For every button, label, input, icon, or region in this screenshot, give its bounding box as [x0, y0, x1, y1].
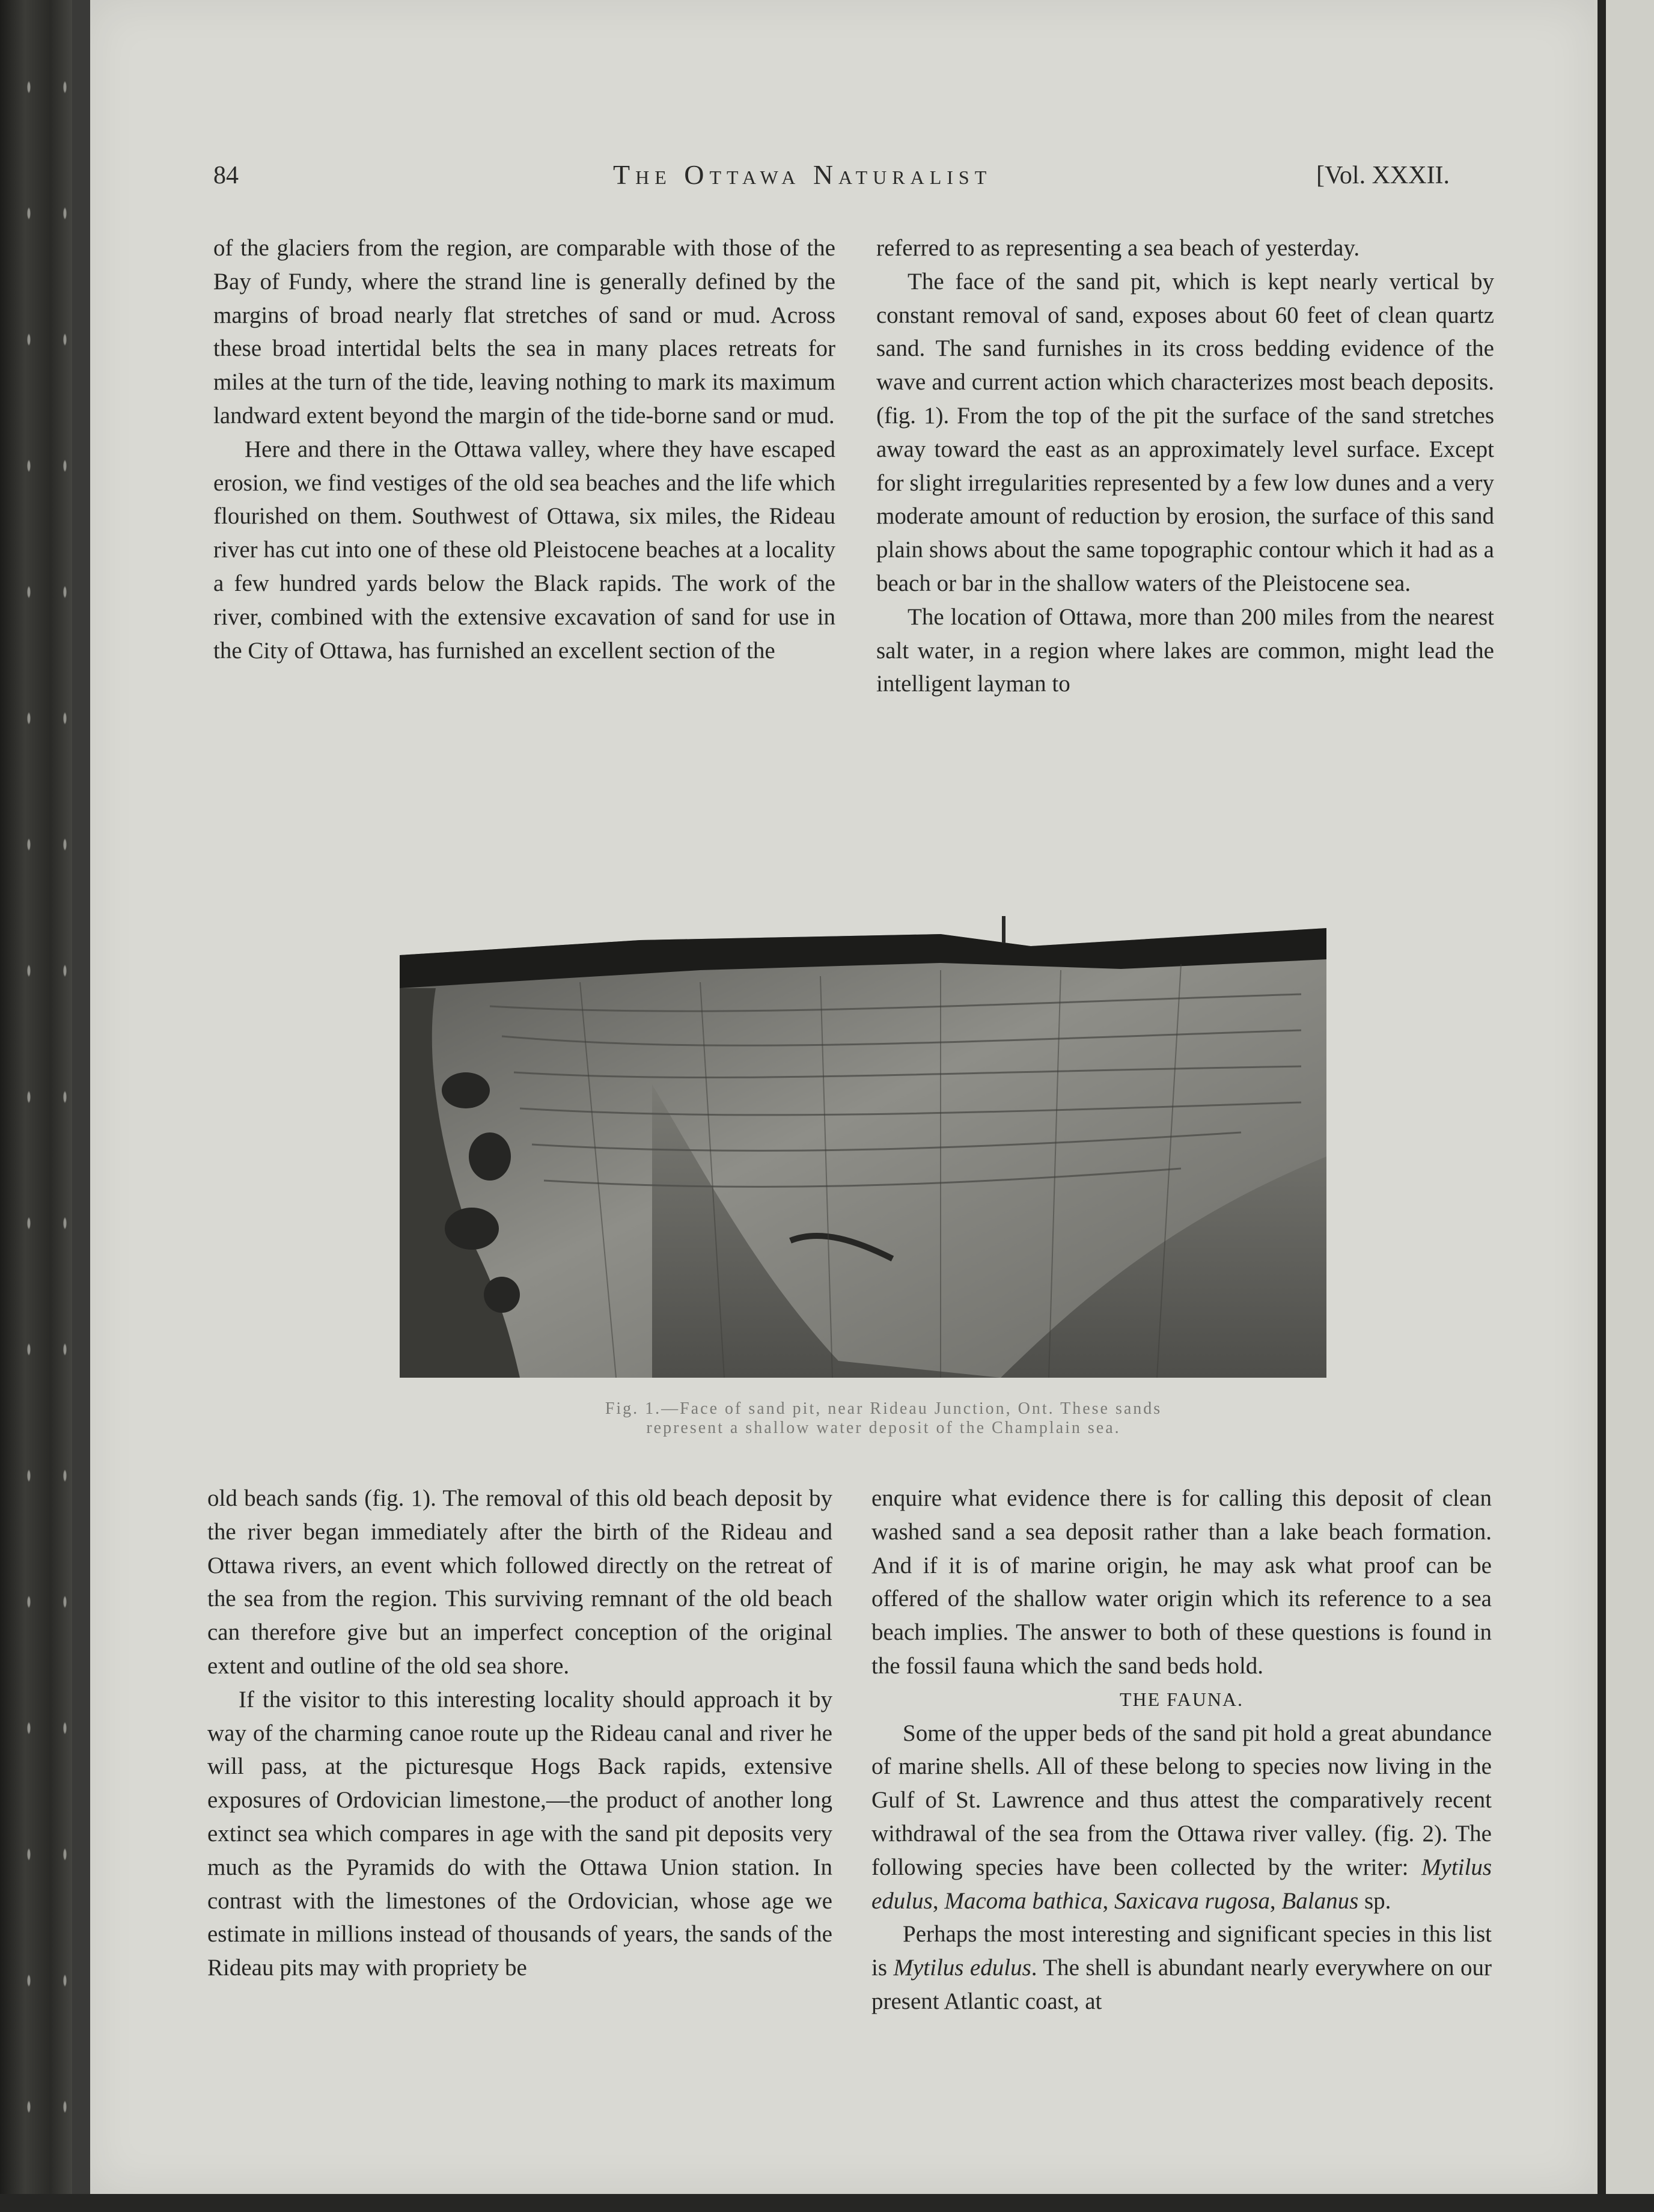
journal-title: The Ottawa Naturalist: [613, 159, 992, 190]
volume-label: [Vol. XXXII.: [1316, 162, 1450, 189]
scanner-margin-specks: [0, 0, 72, 2212]
species-name: Mytilus edulus: [871, 1854, 1492, 1914]
paragraph: The location of Ottawa, more than 200 miles from the nearest salt water, in a region where lakes are common, might lead the intelligent layman to: [876, 603, 1494, 697]
left-column-bottom: [207, 1482, 832, 1985]
species-name: Macoma bathica: [944, 1887, 1103, 1914]
caption-line: Fig. 1.—Face of sand pit, near Rideau Junction, Ont. These sands: [605, 1399, 1162, 1418]
paragraph: If the visitor to this interesting locality should approach it by way of the charming canoe route up the Rideau canal and river he will pass, at the picturesque Hogs Back rapids, extensive exposures of Ordovician limestone,—the product of another long extinct sea which compares in age with the sand pit deposits very much as the Pyramids do with the Ottawa Union station. In contrast with the limestones of the Ordovician, whose age we estimate in millions instead of thousands of years, the sands of the Rideau pits may with propriety be: [207, 1686, 832, 1981]
paragraph: Some of the upper beds of the sand pit hold a great abundance of marine shells. All of these belong to species now living in the Gulf of St. Lawrence and thus attest the comparatively recent withdrawal of the sea from the Ottawa river valley. (fig. 2). The following species have been collected by the writer: Mytilus edulus, Macoma bathica, Saxicava rugosa, Balanus sp.: [871, 1720, 1492, 1914]
paragraph: The face of the sand pit, which is kept nearly vertical by constant removal of sand, exposes about 60 feet of clean quartz sand. The sand furnishes in its cross bedding evidence of the wave and current action which characterizes most beach deposits. (fig. 1). From the top of the pit the surface of the sand stretches away toward the east as an approximately level surface. Except for slight irregularities represented by a few low dunes and a very moderate amount of reduction by erosion, the surface of this sand plain shows about the same topographic contour which it had as a beach or bar in the shallow waters of the Pleistocene sea.: [876, 268, 1494, 596]
paragraph: Perhaps the most interesting and significant species in this list is Mytilus edulus. The shell is abundant nearly everywhere on our present Atlantic coast, at: [871, 1921, 1492, 2014]
paragraph: enquire what evidence there is for calling this deposit of clean washed sand a sea deposit rather than a lake beach formation. And if it is of marine origin, he may ask what proof can be offered of the shallow water origin which its reference to a sea beach implies. The answer to both of these questions is found in the fossil fauna which the sand beds hold.: [871, 1485, 1492, 1679]
species-name: Balanus: [1281, 1887, 1359, 1914]
page-number: 84: [213, 162, 239, 189]
paragraph: old beach sands (fig. 1). The removal of this old beach deposit by the river began immediately after the birth of the Rideau and Ottawa rivers, an event which followed directly on the retreat of the sea from the region. This surviving remnant of the old beach can therefore give but an imperfect conception of the original extent and outline of the old sea shore.: [207, 1485, 832, 1679]
figure-caption: [457, 1399, 1310, 1438]
paragraph-text: Some of the upper beds of the sand pit hold a great abundance of marine shells. All of these belong to species now living in the Gulf of St. Lawrence and thus attest the comparatively recent withdrawal of the sea from the Ottawa river valley. (fig. 2). The following species have been collected by the writer:: [871, 1720, 1492, 1880]
species-suffix: sp.: [1364, 1887, 1391, 1914]
caption-line: represent a shallow water deposit of the Champlain sea.: [646, 1419, 1121, 1437]
paragraph: Here and there in the Ottawa valley, where they have escaped erosion, we find vestiges of the old sea beaches and the life which flourished on them. Southwest of Ottawa, six miles, the Rideau river has cut into one of these old Pleistocene beaches at a locality a few hundred yards below the Black rapids. The work of the river, combined with the extensive excavation of sand for use in the City of Ottawa, has furnished an excellent section of the: [213, 436, 835, 664]
species-name: Saxicava rugosa: [1114, 1887, 1270, 1914]
section-heading: THE FAUNA.: [1119, 1688, 1244, 1710]
paragraph: of the glaciers from the region, are comparable with those of the Bay of Fundy, where the strand line is generally defined by the margins of broad nearly flat stretches of sand or mud. Across these broad intertidal belts the sea in many places retreats for miles at the turn of the tide, leaving nothing to mark its maximum landward extent beyond the margin of the tide-borne sand or mud.: [213, 235, 835, 429]
paragraph-text: The shell is abundant nearly everywhere on our present Atlantic coast, at: [871, 1955, 1492, 2014]
right-column-bottom: [871, 1482, 1492, 2018]
paragraph-text: Perhaps the most interesting and significant species in this list is: [871, 1921, 1492, 1981]
right-column-top: [876, 231, 1494, 701]
species-name: Mytilus edulus: [893, 1955, 1031, 1981]
scanner-bottom-edge: [0, 2194, 1654, 2212]
paragraph: referred to as representing a sea beach of yesterday.: [876, 235, 1360, 261]
binding-shadow-line: [1598, 0, 1606, 2212]
left-column-top: [213, 231, 835, 667]
sand-pit-photograph: [400, 904, 1326, 1378]
